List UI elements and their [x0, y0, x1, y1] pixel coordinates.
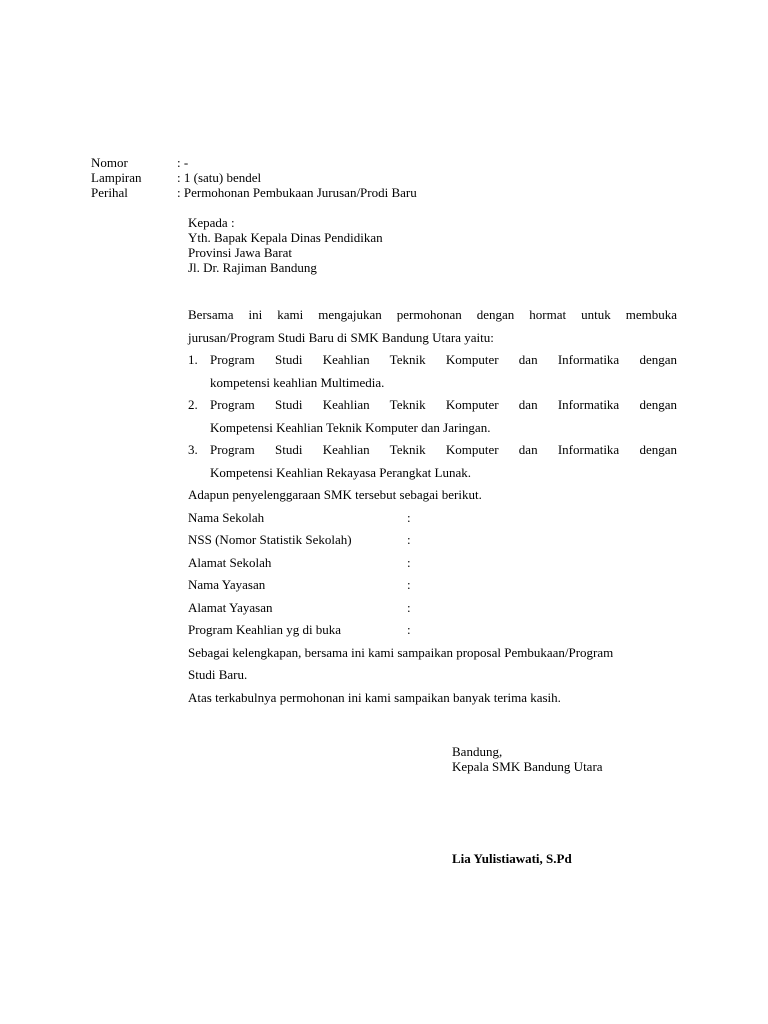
- school-fields: [188, 507, 677, 642]
- field-label: Alamat Yayasan: [188, 599, 273, 615]
- field-row: [188, 574, 677, 597]
- signature-block: [452, 744, 603, 774]
- field-row: [188, 619, 677, 642]
- list-item: [188, 439, 677, 462]
- list-item: [188, 349, 677, 372]
- field-separator: :: [407, 554, 411, 570]
- field-row: [188, 529, 677, 552]
- signer-name: Lia Yulistiawati, S.Pd: [452, 851, 572, 866]
- list-number: 1.: [188, 352, 198, 367]
- signature-place: Bandung,: [452, 744, 503, 759]
- list-text-continuation: Kompetensi Keahlian Teknik Komputer dan Jaringan.: [210, 419, 491, 435]
- intro-line: Bersama ini kami mengajukan permohonan dengan hormat untuk membuka: [188, 307, 677, 322]
- list-text: Program Studi Keahlian Teknik Komputer dan Informatika dengan: [210, 442, 677, 457]
- field-label: Alamat Sekolah: [188, 554, 272, 570]
- lampiran-label: Lampiran: [91, 170, 142, 185]
- field-label: Nama Sekolah: [188, 509, 265, 525]
- list-number: 3.: [188, 442, 198, 457]
- list-item: [188, 394, 677, 417]
- field-separator: :: [407, 532, 411, 547]
- nomor-row: [91, 155, 417, 170]
- field-row: [188, 507, 677, 530]
- adapun-line: Adapun penyelenggaraan SMK tersebut sebagai berikut.: [188, 487, 482, 502]
- perihal-value: : Permohonan Pembukaan Jurusan/Prodi Baru: [177, 185, 417, 200]
- lampiran-row: [91, 170, 417, 185]
- addressee-block: [188, 215, 383, 275]
- list-number: 2.: [188, 397, 198, 412]
- field-separator: :: [407, 622, 411, 637]
- field-label: NSS (Nomor Statistik Sekolah): [188, 532, 352, 547]
- field-row: [188, 552, 677, 575]
- closing-line: Atas terkabulnya permohonan ini kami sampaikan banyak terima kasih.: [188, 689, 561, 705]
- field-row: [188, 597, 677, 620]
- nomor-label: Nomor: [91, 155, 128, 170]
- field-label: Nama Yayasan: [188, 577, 266, 592]
- list-text: Program Studi Keahlian Teknik Komputer dan Informatika dengan: [210, 352, 677, 367]
- perihal-row: [91, 185, 417, 200]
- addressee-line: Provinsi Jawa Barat: [188, 245, 292, 260]
- kelengkapan-line: Studi Baru.: [188, 667, 248, 682]
- addressee-line: Kepada :: [188, 215, 235, 230]
- list-text-continuation: Kompetensi Keahlian Rekayasa Perangkat Lunak.: [210, 464, 471, 480]
- field-separator: :: [407, 509, 411, 525]
- program-list: [188, 349, 677, 484]
- letter-body: [188, 304, 677, 709]
- field-label: Program Keahlian yg di buka: [188, 622, 342, 637]
- field-separator: :: [407, 599, 411, 615]
- signature-title: Kepala SMK Bandung Utara: [452, 759, 603, 774]
- nomor-value: : -: [177, 155, 189, 170]
- letter-header: [91, 155, 417, 200]
- perihal-label: Perihal: [91, 185, 128, 200]
- lampiran-value: : 1 (satu) bendel: [177, 170, 262, 185]
- list-text: Program Studi Keahlian Teknik Komputer dan Informatika dengan: [210, 397, 677, 412]
- addressee-line: Jl. Dr. Rajiman Bandung: [188, 260, 317, 275]
- field-separator: :: [407, 577, 411, 592]
- addressee-line: Yth. Bapak Kepala Dinas Pendidikan: [188, 230, 383, 245]
- list-text-continuation: kompetensi keahlian Multimedia.: [210, 374, 385, 390]
- intro-line: jurusan/Program Studi Baru di SMK Bandung Utara yaitu:: [188, 329, 494, 345]
- kelengkapan-line: Sebagai kelengkapan, bersama ini kami sampaikan proposal Pembukaan/Program: [188, 644, 614, 660]
